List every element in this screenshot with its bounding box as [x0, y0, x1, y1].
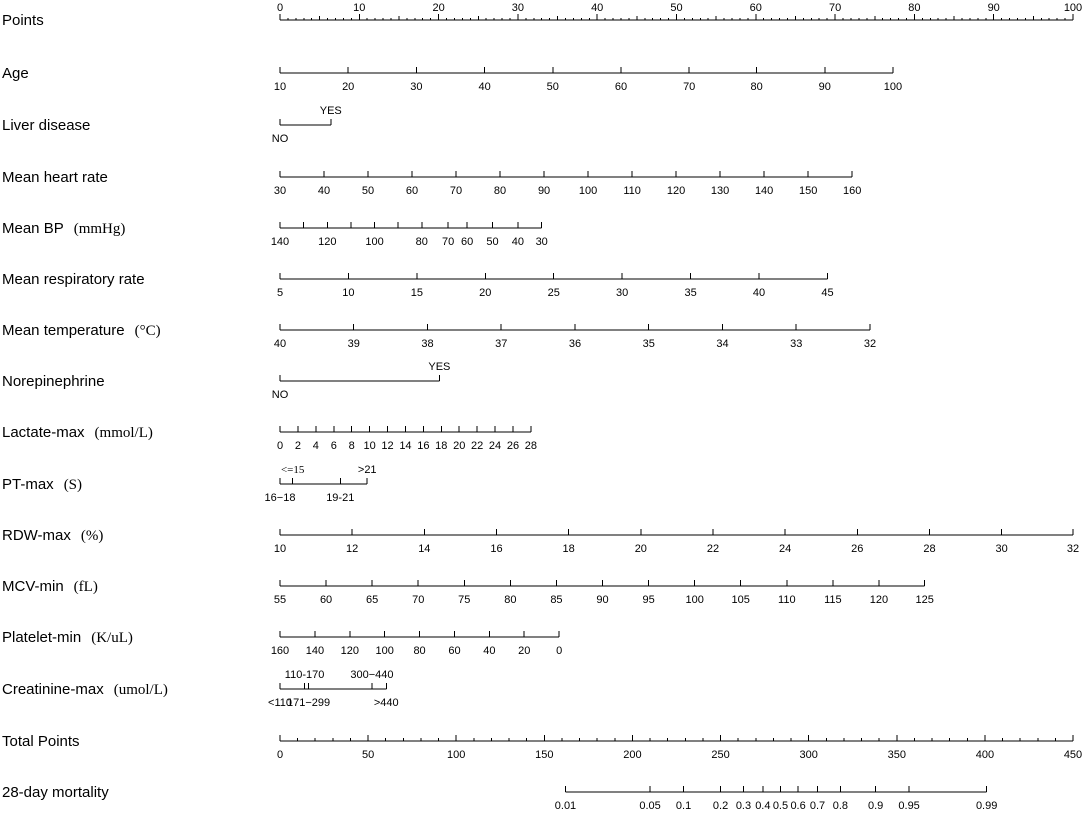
- mcv-tick-label: 100: [685, 594, 704, 606]
- temp-unit: (°C): [134, 323, 161, 339]
- liver-tick-label: NO: [271, 133, 289, 145]
- plt-tick-label: 160: [270, 645, 290, 657]
- hr-tick-label: 120: [666, 185, 686, 197]
- rdw-tick-label: 28: [923, 543, 936, 555]
- rr-label: Mean respiratory rate: [2, 271, 145, 288]
- creat-label: Creatinine-max: [2, 681, 104, 698]
- lactate-tick-label: 28: [524, 440, 538, 452]
- rr-tick-label: 20: [479, 287, 492, 299]
- points-tick-label: 40: [591, 2, 604, 14]
- bp-tick-label: 140: [270, 236, 290, 248]
- bp-tick-label: 60: [461, 236, 474, 248]
- lactate-tick-label: 16: [417, 440, 430, 452]
- lactate-tick-label: 0: [276, 440, 284, 452]
- lactate-tick-label: 12: [381, 440, 394, 452]
- age-tick-label: 40: [478, 81, 491, 93]
- age-tick-label: 90: [818, 81, 831, 93]
- plt-label: Platelet-min: [2, 629, 82, 646]
- total-points-tick-label: 50: [361, 749, 375, 761]
- pt-label: PT-max: [2, 476, 54, 493]
- creat-tick-label: 110-170: [284, 669, 325, 681]
- liver-label: Liver disease: [2, 117, 91, 134]
- total-points-tick-label: 0: [276, 749, 284, 761]
- temp-label: Mean temperature: [2, 322, 125, 339]
- total-points-tick-label: 400: [975, 749, 995, 761]
- lactate-tick-label: 26: [506, 440, 520, 452]
- mortality-tick-label: 0.8: [832, 800, 849, 812]
- temp-tick-label: 32: [863, 338, 877, 350]
- plt-tick-label: 60: [448, 645, 461, 657]
- lactate-tick-label: 8: [348, 440, 355, 452]
- points-tick-label: 90: [987, 2, 1000, 14]
- hr-tick-label: 90: [537, 185, 551, 197]
- creat-unit: (umol/L): [113, 682, 168, 698]
- points-tick-label: 80: [908, 2, 921, 14]
- pt-tick-label: >21: [357, 464, 377, 476]
- temp-tick-label: 36: [568, 338, 582, 350]
- temp-tick-label: 37: [495, 338, 508, 350]
- mcv-tick-label: 115: [824, 594, 842, 606]
- age-tick-label: 60: [614, 81, 628, 93]
- bp-tick-label: 80: [415, 236, 428, 248]
- total-points-tick-label: 200: [623, 749, 642, 761]
- hr-tick-label: 60: [405, 185, 419, 197]
- rdw-tick-label: 14: [418, 543, 431, 555]
- mortality-tick-label: 0.9: [867, 800, 884, 812]
- rdw-unit: (%): [80, 528, 104, 544]
- lactate-tick-label: 4: [312, 440, 319, 452]
- mortality-tick-label: 0.99: [975, 800, 998, 812]
- mcv-tick-label: 95: [642, 594, 655, 606]
- hr-tick-label: 140: [754, 185, 774, 197]
- hr-tick-label: 40: [317, 185, 331, 197]
- bp-tick-label: 70: [441, 236, 455, 248]
- rr-tick-label: 10: [342, 287, 355, 299]
- creat-tick-label: >440: [373, 697, 399, 709]
- lactate-tick-label: 10: [363, 440, 376, 452]
- bp-tick-label: 120: [318, 236, 337, 248]
- rr-tick-label: 5: [276, 287, 284, 299]
- hr-tick-label: 80: [493, 185, 507, 197]
- temp-tick-label: 35: [642, 338, 655, 350]
- temp-tick-label: 34: [716, 338, 729, 350]
- temp-tick-label: 33: [790, 338, 803, 350]
- hr-tick-label: 70: [449, 185, 463, 197]
- points-tick-label: 100: [1063, 2, 1083, 14]
- mcv-tick-label: 80: [504, 594, 517, 606]
- points-tick-label: 60: [749, 2, 762, 14]
- plt-tick-label: 100: [375, 645, 394, 657]
- mortality-tick-label: 0.1: [675, 800, 692, 812]
- points-tick-label: 70: [828, 2, 842, 14]
- points-tick-label: 30: [511, 2, 525, 14]
- hr-tick-label: 110: [623, 185, 641, 197]
- pt-tick-label: <=15: [280, 464, 305, 476]
- age-tick-label: 10: [273, 81, 287, 93]
- lactate-tick-label: 24: [488, 440, 502, 452]
- total-points-label: Total Points: [2, 733, 80, 750]
- mcv-tick-label: 90: [596, 594, 609, 606]
- rr-tick-label: 25: [547, 287, 560, 299]
- hr-tick-label: 100: [578, 185, 598, 197]
- rdw-tick-label: 22: [706, 543, 720, 555]
- mortality-tick-label: 0.5: [772, 800, 789, 812]
- age-tick-label: 70: [683, 81, 696, 93]
- bp-tick-label: 40: [511, 236, 525, 248]
- rr-tick-label: 40: [752, 287, 766, 299]
- plt-tick-label: 140: [305, 645, 325, 657]
- mcv-tick-label: 110: [778, 594, 796, 606]
- creat-tick-label: 300−440: [350, 669, 394, 681]
- rdw-tick-label: 12: [346, 543, 359, 555]
- mortality-tick-label: 0.2: [712, 800, 729, 812]
- hr-tick-label: 30: [273, 185, 287, 197]
- rdw-tick-label: 32: [1066, 543, 1080, 555]
- mcv-tick-label: 75: [458, 594, 471, 606]
- age-label: Age: [2, 65, 29, 82]
- rdw-tick-label: 20: [634, 543, 647, 555]
- mortality-tick-label: 0.7: [809, 800, 826, 812]
- lactate-tick-label: 6: [330, 440, 337, 452]
- liver-tick-label: YES: [319, 105, 342, 117]
- rdw-tick-label: 30: [995, 543, 1008, 555]
- mortality-tick-label: 0.01: [554, 800, 577, 812]
- hr-tick-label: 160: [842, 185, 862, 197]
- plt-tick-label: 120: [340, 645, 359, 657]
- points-tick-label: 20: [432, 2, 445, 14]
- age-tick-label: 30: [410, 81, 423, 93]
- mcv-tick-label: 125: [915, 594, 934, 606]
- points-tick-label: 50: [670, 2, 683, 14]
- age-tick-label: 100: [883, 81, 903, 93]
- plt-tick-label: 0: [556, 645, 563, 657]
- plt-tick-label: 20: [518, 645, 531, 657]
- temp-tick-label: 40: [273, 338, 287, 350]
- bp-tick-label: 30: [535, 236, 548, 248]
- mcv-tick-label: 70: [412, 594, 425, 606]
- pt-tick-label: 19-21: [326, 492, 355, 504]
- norepi-tick-label: YES: [428, 361, 451, 373]
- plt-tick-label: 40: [483, 645, 496, 657]
- plt-tick-label: 80: [413, 645, 426, 657]
- rdw-label: RDW-max: [2, 527, 71, 544]
- rdw-tick-label: 16: [490, 543, 503, 555]
- lactate-tick-label: 20: [453, 440, 466, 452]
- points-tick-label: 0: [276, 2, 284, 14]
- mortality-tick-label: 0.6: [790, 800, 806, 812]
- rr-tick-label: 15: [410, 287, 423, 299]
- total-points-tick-label: 300: [799, 749, 818, 761]
- total-points-tick-label: 350: [887, 749, 906, 761]
- mcv-tick-label: 65: [366, 594, 379, 606]
- age-tick-label: 50: [546, 81, 559, 93]
- bp-unit: (mmHg): [73, 221, 126, 237]
- mortality-tick-label: 0.3: [735, 800, 752, 812]
- hr-tick-label: 130: [710, 185, 730, 197]
- lactate-unit: (mmol/L): [94, 425, 153, 441]
- hr-tick-label: 50: [361, 185, 375, 197]
- mcv-tick-label: 105: [731, 594, 750, 606]
- lactate-tick-label: 2: [294, 440, 301, 452]
- mcv-tick-label: 120: [869, 594, 889, 606]
- temp-tick-label: 38: [421, 338, 434, 350]
- rr-tick-label: 30: [616, 287, 629, 299]
- norepi-label: Norepinephrine: [2, 373, 105, 390]
- mcv-tick-label: 55: [273, 594, 287, 606]
- pt-tick-label: 16−18: [264, 492, 296, 504]
- mortality-tick-label: 0.95: [898, 800, 920, 812]
- temp-tick-label: 39: [347, 338, 360, 350]
- creat-tick-label: 171−299: [286, 697, 331, 709]
- lactate-label: Lactate-max: [2, 424, 85, 441]
- mcv-unit: (fL): [73, 579, 98, 595]
- creat-tick-label: <110: [268, 697, 292, 709]
- points-tick-label: 10: [353, 2, 366, 14]
- rr-tick-label: 35: [684, 287, 697, 299]
- mortality-tick-label: 0.05: [639, 800, 661, 812]
- mcv-tick-label: 85: [550, 594, 563, 606]
- rdw-tick-label: 26: [851, 543, 864, 555]
- total-points-tick-label: 250: [711, 749, 730, 761]
- lactate-tick-label: 22: [471, 440, 484, 452]
- total-points-tick-label: 150: [535, 749, 554, 761]
- hr-label: Mean heart rate: [2, 169, 108, 186]
- points-label: Points: [2, 12, 44, 29]
- total-points-tick-label: 100: [447, 749, 466, 761]
- bp-tick-label: 100: [365, 236, 384, 248]
- mcv-label: MCV-min: [2, 578, 64, 595]
- bp-tick-label: 50: [486, 236, 499, 248]
- lactate-tick-label: 14: [399, 440, 412, 452]
- bp-label: Mean BP: [2, 220, 64, 237]
- rdw-tick-label: 18: [562, 543, 575, 555]
- age-tick-label: 20: [342, 81, 355, 93]
- plt-unit: (K/uL): [91, 630, 133, 646]
- hr-tick-label: 150: [798, 185, 818, 197]
- pt-unit: (S): [63, 477, 83, 493]
- norepi-tick-label: NO: [271, 389, 289, 401]
- age-tick-label: 80: [750, 81, 763, 93]
- rdw-tick-label: 24: [779, 543, 792, 555]
- mortality-tick-label: 0.4: [755, 800, 771, 812]
- mcv-tick-label: 60: [319, 594, 333, 606]
- mortality-label: 28-day mortality: [2, 784, 109, 801]
- rr-tick-label: 45: [821, 287, 834, 299]
- lactate-tick-label: 18: [435, 440, 448, 452]
- rdw-tick-label: 10: [273, 543, 287, 555]
- total-points-tick-label: 450: [1063, 749, 1083, 761]
